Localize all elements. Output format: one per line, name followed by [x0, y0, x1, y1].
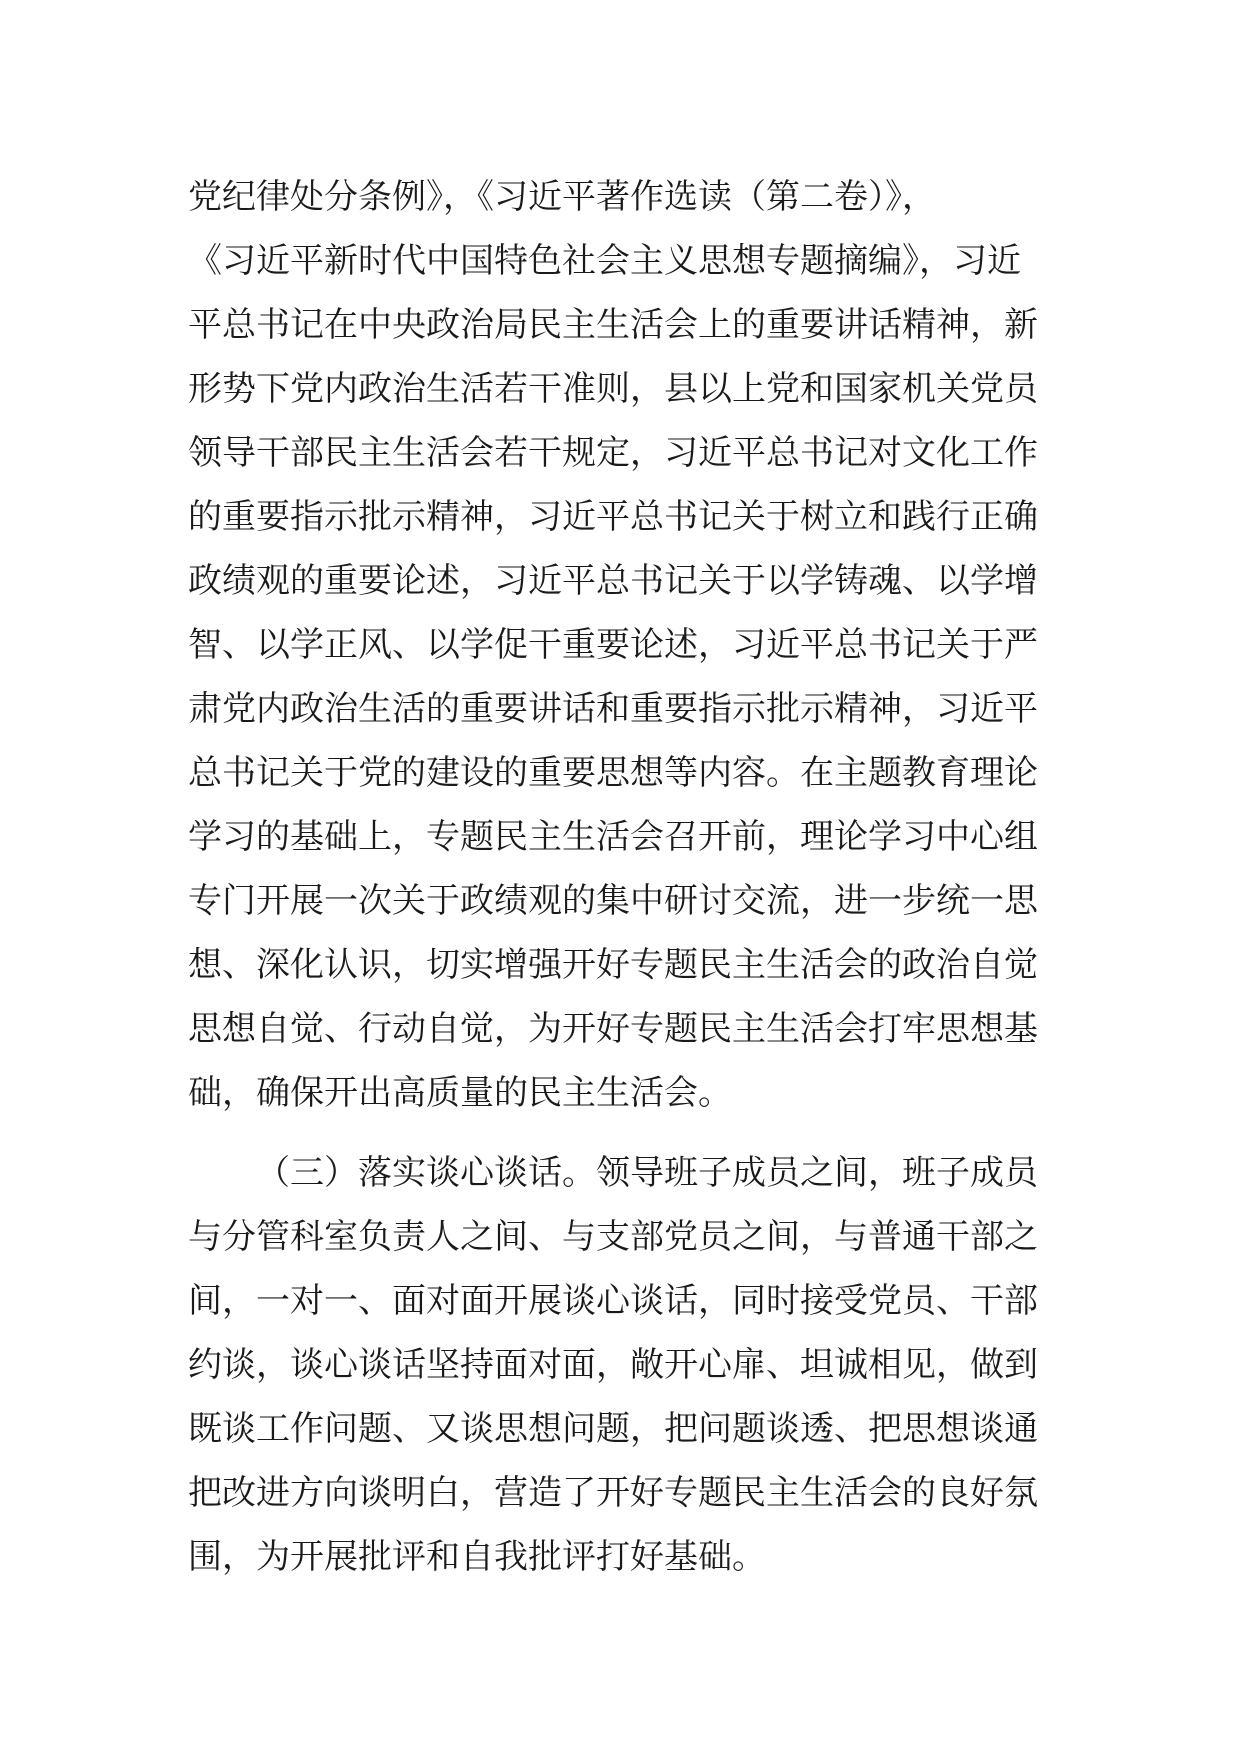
text-line: 与分管科室负责人之间、与支部党员之间，与普通干部之 — [188, 1217, 1038, 1257]
text-line: 专门开展一次关于政绩观的集中研讨交流，进一步统一思 — [188, 881, 1038, 921]
text-line: 约谈，谈心谈话坚持面对面，敞开心扉、坦诚相见，做到 — [188, 1345, 1038, 1385]
text-line: 形势下党内政治生活若干准则，县以上党和国家机关党员 — [188, 369, 1038, 409]
text-line: 肃党内政治生活的重要讲话和重要指示批示精神，习近平 — [188, 689, 1038, 729]
text-line: 党纪律处分条例》，《习近平著作选读（第二卷）》， — [188, 177, 936, 217]
paragraph-study-materials — [188, 165, 1058, 1125]
text-line: 思想自觉、行动自觉，为开好专题民主生活会打牢思想基 — [188, 1009, 1038, 1049]
text-line: 领导干部民主生活会若干规定，习近平总书记对文化工作 — [188, 433, 1038, 473]
text-line: 既谈工作问题、又谈思想问题，把问题谈透、把思想谈通 — [188, 1409, 1038, 1449]
text-line: 平总书记在中央政治局民主生活会上的重要讲话精神，新 — [188, 305, 1038, 345]
text-line: 间，一对一、面对面开展谈心谈话，同时接受党员、干部 — [188, 1281, 1038, 1321]
text-line: 把改进方向谈明白，营造了开好专题民主生活会的良好氛 — [188, 1473, 1038, 1513]
text-line: 政绩观的重要论述，习近平总书记关于以学铸魂、以学增 — [188, 561, 1038, 601]
text-line: 础，确保开出高质量的民主生活会。 — [188, 1073, 732, 1113]
text-line: 学习的基础上，专题民主生活会召开前，理论学习中心组 — [188, 817, 1038, 857]
text-line-first-indented: （三）落实谈心谈话。领导班子成员之间，班子成员 — [256, 1153, 1038, 1193]
text-line: 《习近平新时代中国特色社会主义思想专题摘编》，习近 — [188, 241, 1021, 281]
text-line: 围，为开展批评和自我批评打好基础。 — [188, 1537, 766, 1577]
text-line: 智、以学正风、以学促干重要论述，习近平总书记关于严 — [188, 625, 1038, 665]
text-line: 的重要指示批示精神，习近平总书记关于树立和践行正确 — [188, 497, 1038, 537]
text-line: 想、深化认识，切实增强开好专题民主生活会的政治自觉 — [188, 945, 1038, 985]
text-line: 总书记关于党的建设的重要思想等内容。在主题教育理论 — [188, 753, 1038, 793]
paragraph-heart-to-heart-talks — [188, 1141, 1058, 1589]
